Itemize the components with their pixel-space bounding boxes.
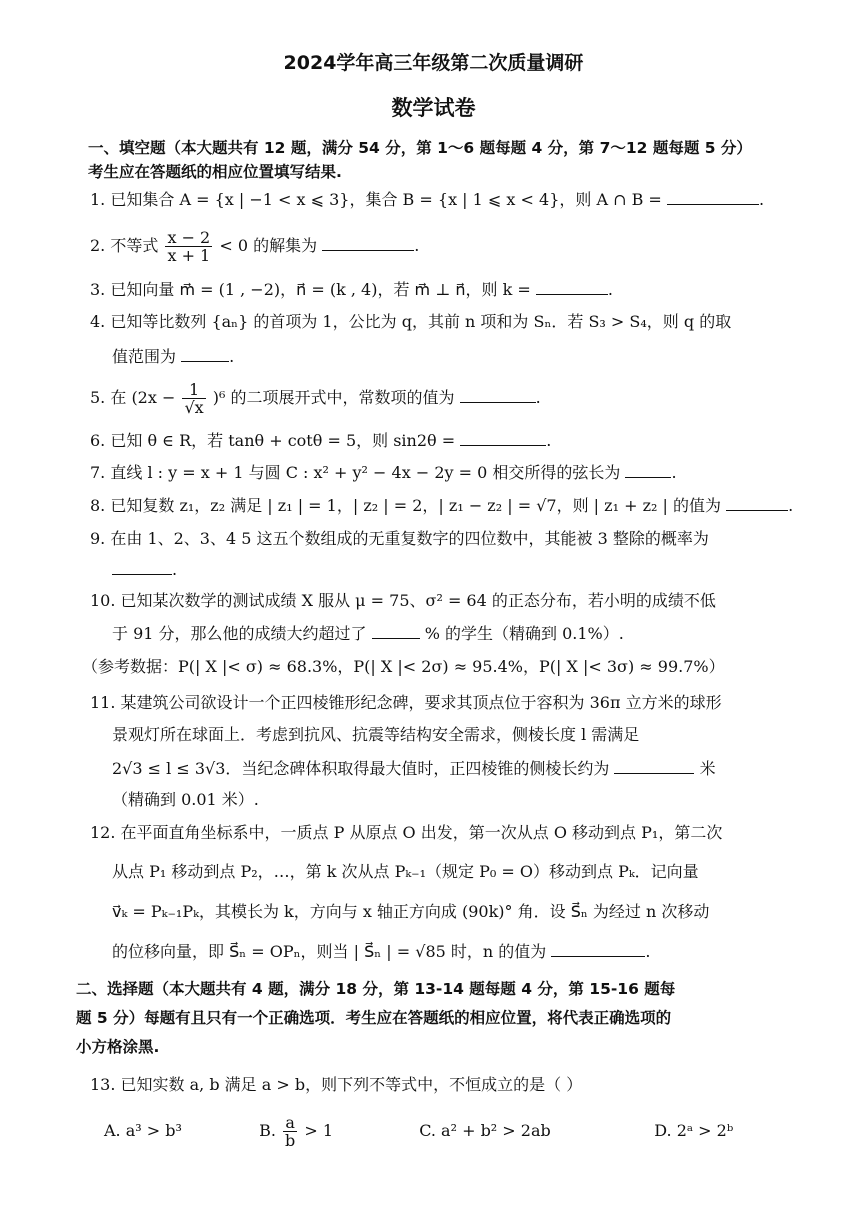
answer-blank-8 xyxy=(726,496,788,511)
answer-blank-11 xyxy=(614,759,694,774)
fraction-numerator: a xyxy=(283,1114,297,1132)
question-10-line2-text: 于 91 分，那么他的成绩大约超过了 xyxy=(112,624,367,643)
option-a: A. a³ > b³ xyxy=(104,1121,182,1140)
question-9-line1: 9. 在由 1、2、3、4 5 这五个数组成的无重复数字的四位数中，其能被 3 整除的概率为 xyxy=(90,529,709,548)
question-12-line3: v⃗ₖ = Pₖ₋₁Pₖ，其模长为 k，方向与 x 轴正方向成 (90k)° 角．设 S⃗ₙ 为经过 n 次移动 xyxy=(112,902,710,921)
answer-blank-10 xyxy=(372,624,420,639)
question-7-text: 7. 直线 l : y = x + 1 与圆 C : x² + y² − 4x − 2y = 0 相交所得的弦长为 xyxy=(90,463,621,482)
question-7: 7. 直线 l : y = x + 1 与圆 C : x² + y² − 4x − 2y = 0 相交所得的弦长为 . xyxy=(90,463,677,482)
fraction-numerator: x − 2 xyxy=(167,228,211,247)
option-b-label: B. xyxy=(259,1121,276,1140)
question-11-line1: 11. 某建筑公司欲设计一个正四棱锥形纪念碑，要求其顶点位于容积为 36π 立方米的球形 xyxy=(90,693,722,712)
question-11-line3-text: 2√3 ≤ l ≤ 3√3．当纪念碑体积取得最大值时，正四棱锥的侧棱长约为 xyxy=(112,759,610,778)
question-3-text: 3. 已知向量 m⃗ = (1 , −2)，n⃗ = (k , 4)，若 m⃗ ⊥ n⃗，则 k = xyxy=(90,280,531,299)
question-10-line1: 10. 已知某次数学的测试成绩 X 服从 μ = 75、σ² = 64 的正态分布，若小明的成绩不低 xyxy=(90,591,716,610)
question-10-reference: （参考数据：P(| X |< σ) ≈ 68.3%，P(| X |< 2σ) ≈ 95.4%，P(| X |< 3σ) ≈ 99.7%） xyxy=(82,657,725,676)
answer-blank-6 xyxy=(460,431,546,446)
question-13-stem: 13. 已知实数 a, b 满足 a > b，则下列不等式中，不恒成立的是（ ） xyxy=(90,1075,583,1094)
question-2-suffix: < 0 的解集为 xyxy=(219,236,318,255)
question-11-unit: 米 xyxy=(699,759,716,778)
question-5-suffix: )⁶ 的二项展开式中，常数项的值为 xyxy=(212,388,455,407)
question-8-text: 8. 已知复数 z₁，z₂ 满足 | z₁ | = 1，| z₂ | = 2，| z₁ − z₂ | = √7，则 | z₁ + z₂ | 的值为 xyxy=(90,496,721,515)
option-d: D. 2ᵃ > 2ᵇ xyxy=(654,1121,734,1140)
answer-blank-3 xyxy=(536,280,608,295)
question-10-line2 xyxy=(112,624,802,644)
question-3: 3. 已知向量 m⃗ = (1 , −2)，n⃗ = (k , 4)，若 m⃗ ⊥ n⃗，则 k = . xyxy=(90,280,613,299)
question-4-line2-text: 值范围为 xyxy=(112,347,177,366)
question-12-line2: 从点 P₁ 移动到点 P₂，…，第 k 次从点 Pₖ₋₁（规定 P₀ = O）移动到点 Pₖ．记向量 xyxy=(112,862,699,881)
fraction-numerator: 1 xyxy=(182,381,205,399)
answer-blank-1 xyxy=(667,190,759,205)
fraction-denominator: b xyxy=(285,1131,296,1150)
question-6: 6. 已知 θ ∈ R，若 tanθ + cotθ = 5，则 sin2θ = . xyxy=(90,431,552,450)
question-4-line1: 4. 已知等比数列 {aₙ} 的首项为 1，公比为 q，其前 n 项和为 Sₙ．若 S₃ > S₄，则 q 的取 xyxy=(90,312,732,331)
question-8: 8. 已知复数 z₁，z₂ 满足 | z₁ | = 1，| z₂ | = 2，| z₁ − z₂ | = √7，则 | z₁ + z₂ | 的值为 . xyxy=(90,496,794,515)
question-11-line4: （精确到 0.01 米）. xyxy=(112,790,259,809)
question-12-line4: 的位移向量，即 S⃗ₙ = OPₙ，则当 | S⃗ₙ | = √85 时，n 的值为 . xyxy=(112,942,651,961)
question-6-text: 6. 已知 θ ∈ R，若 tanθ + cotθ = 5，则 sin2θ = xyxy=(90,431,456,450)
option-b-fraction xyxy=(283,1114,297,1149)
option-b xyxy=(259,1108,414,1154)
question-2: 2. 不等式 $\frac{x - 2}{x + 1}$ < 0 的解集为 . xyxy=(90,228,420,265)
question-2-fraction xyxy=(165,229,212,264)
question-10-line2-suffix: % 的学生（精确到 0.1%）. xyxy=(424,624,624,643)
answer-blank-12 xyxy=(551,942,645,957)
question-9-line2: . xyxy=(112,560,802,580)
question-1-text: 1. 已知集合 A = {x | −1 < x ⩽ 3}，集合 B = {x | 1 ⩽ x < 4}，则 A ∩ B = xyxy=(90,190,662,209)
question-5-fraction xyxy=(182,381,205,416)
answer-blank-7 xyxy=(625,463,671,478)
section1-header: 一、填空题（本大题共有 12 题，满分 54 分，第 1～6 题每题 4 分，第 7～12 题每题 5 分） xyxy=(88,139,752,157)
question-12-line4-text: 的位移向量，即 S⃗ₙ = OPₙ，则当 | S⃗ₙ | = √85 时，n 的值为 xyxy=(112,942,547,961)
question-2-prefix: 2. 不等式 xyxy=(90,236,159,255)
fraction-denominator: x + 1 xyxy=(167,246,211,265)
question-11-line3 xyxy=(112,759,802,779)
exam-subtitle: 数学试卷 xyxy=(391,96,476,120)
answer-blank-2 xyxy=(322,236,414,251)
section2-line1: 二、选择题（本大题共有 4 题，满分 18 分，第 13-14 题每题 4 分，第 15-16 题每 xyxy=(76,980,676,998)
exam-title: 2024学年高三年级第二次质量调研 xyxy=(283,52,584,74)
fraction-denominator: √x xyxy=(184,398,204,417)
section2-line2: 题 5 分）每题有且只有一个正确选项．考生应在答题纸的相应位置，将代表正确选项的 xyxy=(76,1009,672,1027)
section2-line3: 小方格涂黑. xyxy=(76,1038,160,1056)
question-1: 1. 已知集合 A = {x | −1 < x ⩽ 3}，集合 B = {x | 1 ⩽ x < 4}，则 A ∩ B = . xyxy=(90,190,765,209)
question-12-line1: 12. 在平面直角坐标系中，一质点 P 从原点 O 出发，第一次从点 O 移动到点 P₁，第二次 xyxy=(90,823,723,842)
answer-blank-9 xyxy=(112,560,172,575)
section1-instruction: 考生应在答题纸的相应位置填写结果. xyxy=(88,163,342,181)
option-c: C. a² + b² > 2ab xyxy=(419,1121,551,1140)
question-11-line2: 景观灯所在球面上．考虑到抗风、抗震等结构安全需求，侧棱长度 l 需满足 xyxy=(112,725,640,744)
question-5-prefix: 5. 在 (2x − xyxy=(90,388,176,407)
answer-blank-4 xyxy=(181,347,229,362)
question-13-options xyxy=(104,1108,794,1158)
question-5: 5. 在 (2x − $\frac{1}{√x}$ )⁶ 的二项展开式中，常数项的值为 . xyxy=(90,380,541,417)
question-4-line2: 值范围为 . xyxy=(112,347,235,366)
option-b-suffix: > 1 xyxy=(304,1121,334,1140)
answer-blank-5 xyxy=(460,388,536,403)
